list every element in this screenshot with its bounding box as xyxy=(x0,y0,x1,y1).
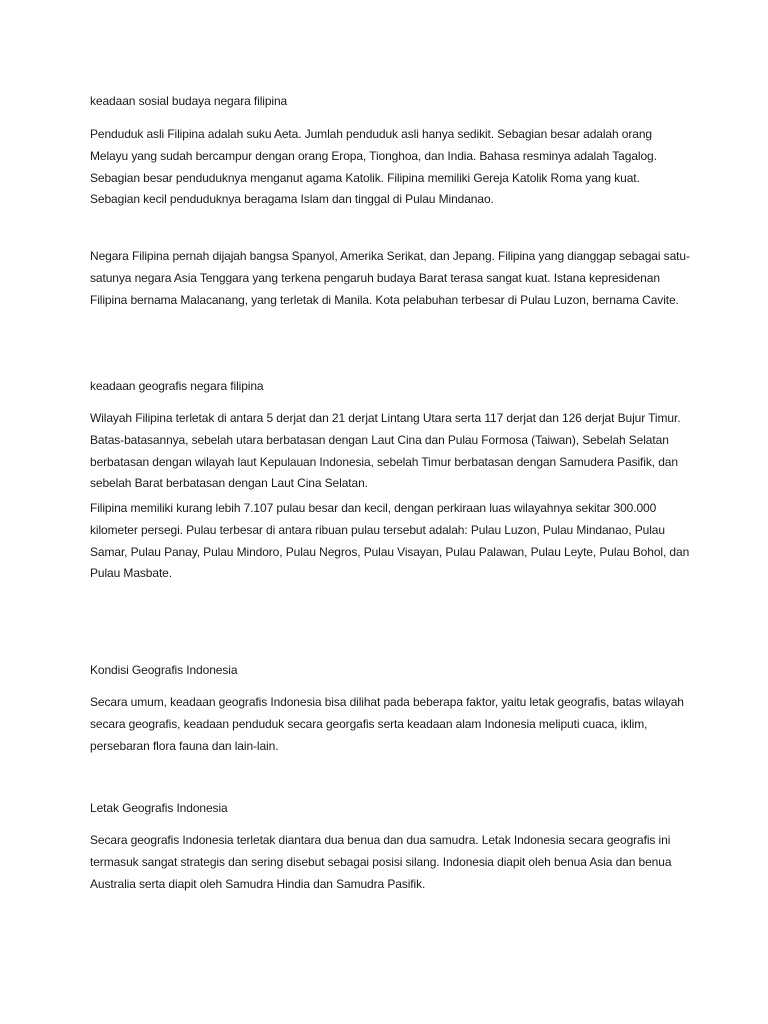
paragraph-letak-filipina: Wilayah Filipina terletak di antara 5 derjat dan 21 derjat Lintang Utara serta 117 derjat dan 126 derjat Bujur Timur. Batas-batasannya, sebelah utara berbatasan dengan Laut Cina dan Pulau Formosa (Taiwan), Sebelah Selatan berbatasan dengan wilayah laut Kepulauan Indonesia, sebelah Timur berbatasan dengan Samudera Pasifik, dan sebelah Barat berbatasan dengan Laut Cina Selatan. xyxy=(90,411,681,491)
paragraph-sejarah-filipina: Negara Filipina pernah dijajah bangsa Spanyol, Amerika Serikat, dan Jepang. Filipina yang dianggap sebagai satu-satunya negara Asia Tenggara yang terkena pengaruh budaya Barat terasa sangat kuat. Istana kepresidenan Filipina bernama Malacanang, yang terletak di Manila. Kota pelabuhan terbesar di Pulau Luzon, bernama Cavite. xyxy=(90,249,690,307)
section-heading-kondisi-geografis-indonesia: Kondisi Geografis Indonesia xyxy=(90,663,238,677)
section-heading-geografis-filipina: keadaan geografis negara filipina xyxy=(90,379,264,393)
paragraph-kondisi-geografis-indonesia: Secara umum, keadaan geografis Indonesia bisa dilihat pada beberapa faktor, yaitu letak geografis, batas wilayah secara geografis, keadaan penduduk secara georgafis serta keadaan alam Indonesia meliputi cuaca, iklim, persebaran flora fauna dan lain-lain. xyxy=(90,695,684,753)
section-heading-sosial-budaya-filipina: keadaan sosial budaya negara filipina xyxy=(90,94,288,108)
paragraph-letak-geografis-indonesia: Secara geografis Indonesia terletak diantara dua benua dan dua samudra. Letak Indonesia secara geografis ini termasuk sangat strategis dan sering disebut sebagai posisi silang. Indonesia diapit oleh benua Asia dan benua Australia serta diapit oleh Samudra Hindia dan Samudra Pasifik. xyxy=(90,833,672,891)
paragraph-penduduk-filipina: Penduduk asli Filipina adalah suku Aeta. Jumlah penduduk asli hanya sedikit. Sebagian besar adalah orang Melayu yang sudah bercampur dengan orang Eropa, Tionghoa, dan India. Bahasa resminya adalah Tagalog. Sebagian besar penduduknya menganut agama Katolik. Filipina memiliki Gereja Katolik Roma yang kuat. Sebagian kecil penduduknya beragama Islam dan tinggal di Pulau Mindanao. xyxy=(90,127,657,207)
paragraph-pulau-filipina: Filipina memiliki kurang lebih 7.107 pulau besar dan kecil, dengan perkiraan luas wilayahnya sekitar 300.000 kilometer persegi. Pulau terbesar di antara ribuan pulau tersebut adalah: Pulau Luzon, Pulau Mindanao, Pulau Samar, Pulau Panay, Pulau Mindoro, Pulau Negros, Pulau Visayan, Pulau Palawan, Pulau Leyte, Pulau Bohol, dan Pulau Masbate. xyxy=(90,501,690,581)
section-heading-letak-geografis-indonesia: Letak Geografis Indonesia xyxy=(90,801,228,815)
